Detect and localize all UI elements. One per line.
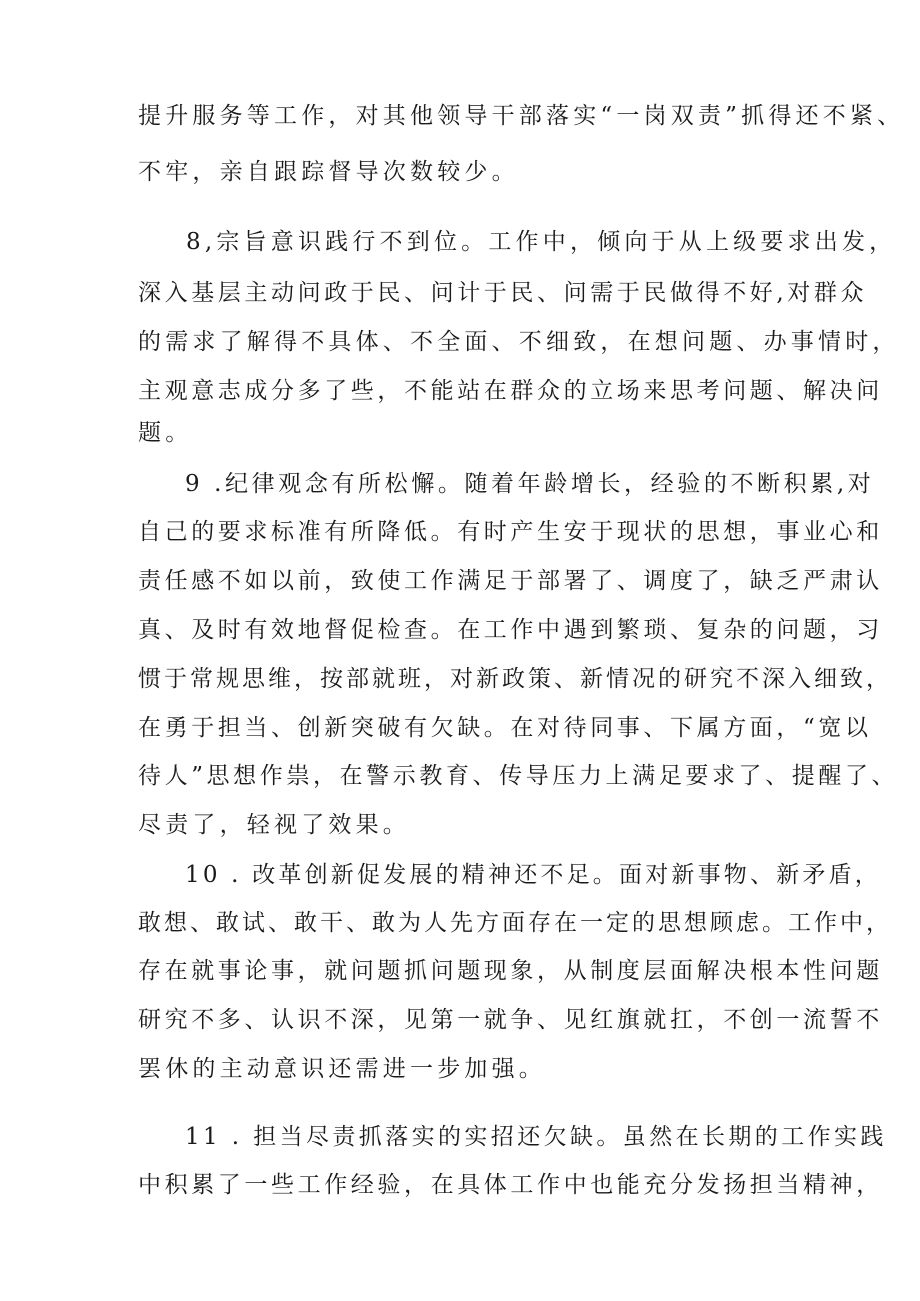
paragraph-10-start: 10 . 改革创新促发展的精神还不足。面对新事物、新矛盾， [185, 862, 881, 888]
text-line: 的需求了解得不具体、不全面、不细致，在想问题、办事情时， [138, 329, 900, 355]
text-line: 自己的要求标准有所降低。有时产生安于现状的思想，事业心和 [138, 519, 883, 545]
text-line: 研究不多、认识不深，见第一就争、见红旗就扛，不创一流誓不 [138, 1007, 883, 1033]
text-line: 待人”思想作祟，在警示教育、传导压力上满足要求了、提醒了、 [138, 763, 899, 789]
paragraph-9-start: 9 .纪律观念有所松懈。随着年龄增长，经验的不断积累,对 [185, 471, 875, 497]
text-line: 惯于常规思维，按部就班，对新政策、新情况的研究不深入细致， [138, 666, 892, 692]
text-line: 不牢，亲自跟踪督导次数较少。 [138, 159, 519, 185]
text-line: 中积累了一些工作经验，在具体工作中也能充分发扬担当精神， [138, 1172, 883, 1198]
text-line: 深入基层主动问政于民、问计于民、问需于民做得不好,对群众 [138, 280, 868, 306]
paragraph-11-start: 11 . 担当尽责抓落实的实招还欠缺。虽然在长期的工作实践 [185, 1124, 887, 1150]
text-line: 敢想、敢试、敢干、敢为人先方面存在一定的思想顾虑。工作中， [138, 910, 892, 936]
text-line: 主观意志成分多了些，不能站在群众的立场来思考问题、解决问 [138, 378, 883, 404]
text-line: 罢休的主动意识还需进一步加强。 [138, 1056, 546, 1082]
text-line: 提升服务等工作，对其他领导干部落实“一岗双责”抓得还不紧、 [138, 103, 905, 129]
text-line: 存在就事论事，就问题抓问题现象，从制度层面解决根本性问题 [138, 958, 883, 984]
text-line: 题。 [138, 420, 193, 446]
text-line: 尽责了，轻视了效果。 [138, 812, 410, 838]
text-line: 责任感不如以前，致使工作满足于部署了、调度了，缺乏严肃认 [138, 568, 883, 594]
text-line: 真、及时有效地督促检查。在工作中遇到繁琐、复杂的问题，习 [138, 617, 883, 643]
paragraph-8-start: 8,宗旨意识践行不到位。工作中，倾向于从上级要求出发， [186, 229, 897, 255]
text-line: 在勇于担当、创新突破有欠缺。在对待同事、下属方面，“宽以 [138, 715, 872, 741]
